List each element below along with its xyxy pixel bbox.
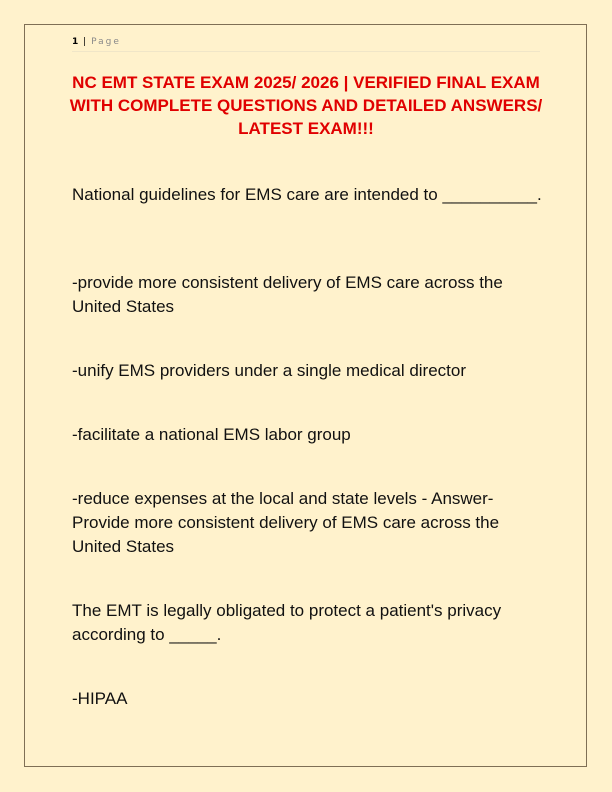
page-number: 1 xyxy=(72,37,79,47)
option-1a: -provide more consistent delivery of EMS care across the United States xyxy=(72,273,503,316)
question-1: National guidelines for EMS care are intended to __________. xyxy=(72,185,542,204)
document-title: NC EMT STATE EXAM 2025/ 2026 | VERIFIED FINAL EXAM WITH COMPLETE QUESTIONS AND DETAILED ANSWERS/ LATEST EXAM!!! xyxy=(69,73,543,138)
question-2: The EMT is legally obligated to protect a patient's privacy according to _____. xyxy=(72,601,502,644)
option-1b: -unify EMS providers under a single medical director xyxy=(72,361,467,380)
page-label: Page xyxy=(91,37,121,47)
header-separator: | xyxy=(83,37,87,47)
page-header xyxy=(72,36,540,52)
option-1c: -facilitate a national EMS labor group xyxy=(72,425,351,444)
option-1d-answer: -reduce expenses at the local and state levels - Answer- Provide more consistent delivery of EMS care across the United States xyxy=(72,489,500,556)
option-2a: -HIPAA xyxy=(72,689,128,708)
